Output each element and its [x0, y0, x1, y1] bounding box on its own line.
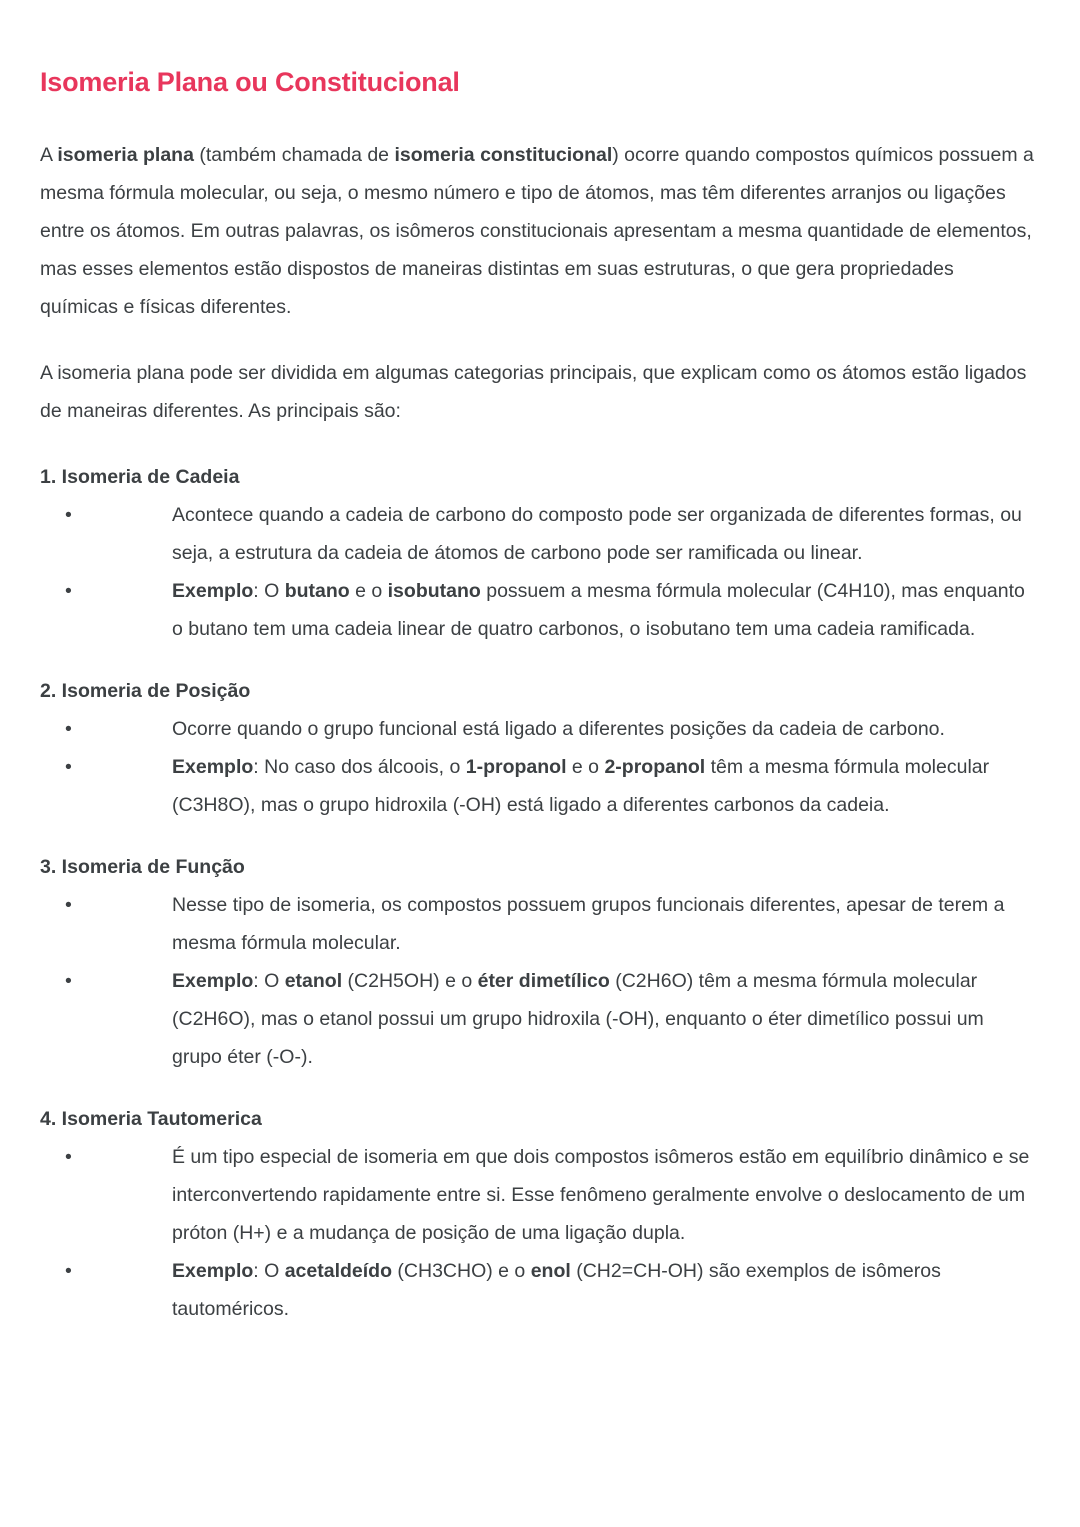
sections-container [40, 458, 1035, 1328]
body-text: : O [253, 969, 285, 992]
body-text: Ocorre quando o grupo funcional está ligado a diferentes posições da cadeia de carbono. [172, 717, 945, 740]
emphasis-text: Exemplo [172, 579, 254, 602]
bullet-list [40, 710, 1035, 824]
section-4 [40, 1100, 1035, 1328]
intro-paragraph-2 [40, 354, 1035, 430]
body-text: A [40, 143, 58, 166]
body-text: : No caso dos álcoois, o [253, 755, 466, 778]
list-item [40, 496, 1035, 572]
bullet-text [172, 894, 1004, 954]
emphasis-text: 1-propanol [465, 755, 567, 778]
bullet-lead [40, 1252, 172, 1290]
body-text: A isomeria plana pode ser dividida em algumas categorias principais, que explicam como os átomos estão ligados de maneiras diferentes. As principais são: [40, 361, 1027, 422]
list-item [40, 1138, 1035, 1252]
bullet-text [172, 580, 1025, 640]
emphasis-text: isomeria constitucional [394, 143, 613, 166]
bullet-dot-icon: • [65, 717, 72, 740]
emphasis-text: isobutano [387, 579, 481, 602]
bullet-text [172, 1146, 1029, 1244]
bullet-text [172, 504, 1022, 564]
list-item [40, 572, 1035, 648]
section-heading: 3. Isomeria de Função [40, 855, 245, 878]
emphasis-text: Exemplo [172, 755, 254, 778]
bullet-lead [40, 886, 172, 924]
bullet-dot-icon: • [65, 893, 72, 916]
bullet-lead [40, 710, 172, 748]
body-text: (C2H6O) têm a mesma fórmula molecular (C2H6O), mas o etanol possui um grupo hidroxila (-OH), enquanto o éter dimetílico possui um grupo éter (-O-). [172, 969, 984, 1068]
bullet-lead [40, 496, 172, 534]
body-text: e o [349, 579, 388, 602]
list-item [40, 962, 1035, 1076]
emphasis-text: butano [284, 579, 350, 602]
bullet-dot-icon: • [65, 755, 72, 778]
list-item [40, 748, 1035, 824]
section-heading: 1. Isomeria de Cadeia [40, 465, 240, 488]
list-item [40, 1252, 1035, 1328]
section-1 [40, 458, 1035, 648]
list-item [40, 710, 1035, 748]
body-text: : O [253, 579, 285, 602]
body-text: possuem a mesma fórmula molecular (C4H10), mas enquanto o butano tem uma cadeia linear de quatro carbonos, o isobutano tem uma cadeia ramificada. [172, 579, 1025, 640]
emphasis-text: isomeria plana [57, 143, 194, 166]
body-text: ) ocorre quando compostos químicos possuem a mesma fórmula molecular, ou seja, o mesmo número e tipo de átomos, mas têm diferentes arranjos ou ligações entre os átomos. Em outras palavras, os isômeros constitucionais apresentam a mesma quantidade de elementos, mas esses elementos estão dispostos de maneiras distintas em suas estruturas, o que gera propriedades químicas e físicas diferentes. [40, 143, 1034, 318]
emphasis-text: Exemplo [172, 1259, 254, 1282]
body-text: (C2H5OH) e o [342, 969, 478, 992]
bullet-list [40, 886, 1035, 1076]
body-text: (CH2=CH-OH) são exemplos de isômeros tautoméricos. [172, 1259, 941, 1320]
bullet-text [172, 756, 989, 816]
bullet-text [172, 1260, 941, 1320]
bullet-lead [40, 572, 172, 610]
bullet-list [40, 496, 1035, 648]
emphasis-text: acetaldeído [284, 1259, 392, 1282]
emphasis-text: éter dimetílico [477, 969, 610, 992]
emphasis-text: 2-propanol [604, 755, 706, 778]
list-item [40, 886, 1035, 962]
emphasis-text: Exemplo [172, 969, 254, 992]
bullet-lead [40, 748, 172, 786]
body-text: (CH3CHO) e o [392, 1259, 531, 1282]
body-text: É um tipo especial de isomeria em que dois compostos isômeros estão em equilíbrio dinâmico e se interconvertendo rapidamente entre si. Esse fenômeno geralmente envolve o deslocamento de um próton (H+) e a mudança de posição de uma ligação dupla. [172, 1145, 1030, 1244]
body-text: Acontece quando a cadeia de carbono do composto pode ser organizada de diferentes formas, ou seja, a estrutura da cadeia de átomos de carbono pode ser ramificada ou linear. [172, 503, 1022, 564]
body-text: (também chamada de [193, 143, 395, 166]
section-3 [40, 848, 1035, 1076]
intro-paragraph-1 [40, 136, 1035, 326]
page-title: Isomeria Plana ou Constitucional [40, 67, 460, 97]
emphasis-text: enol [530, 1259, 571, 1282]
section-heading: 2. Isomeria de Posição [40, 679, 251, 702]
bullet-dot-icon: • [65, 579, 72, 602]
bullet-text [172, 718, 945, 740]
bullet-dot-icon: • [65, 969, 72, 992]
bullet-dot-icon: • [65, 503, 72, 526]
body-text: Nesse tipo de isomeria, os compostos possuem grupos funcionais diferentes, apesar de terem a mesma fórmula molecular. [172, 893, 1005, 954]
bullet-list [40, 1138, 1035, 1328]
section-2 [40, 672, 1035, 824]
body-text: : O [253, 1259, 285, 1282]
body-text: têm a mesma fórmula molecular (C3H8O), mas o grupo hidroxila (-OH) está ligado a diferentes carbonos da cadeia. [172, 755, 990, 816]
section-heading: 4. Isomeria Tautomerica [40, 1107, 262, 1130]
bullet-dot-icon: • [65, 1145, 72, 1168]
bullet-lead [40, 962, 172, 1000]
bullet-lead [40, 1138, 172, 1176]
emphasis-text: etanol [284, 969, 343, 992]
body-text: e o [566, 755, 605, 778]
bullet-text [172, 970, 984, 1068]
bullet-dot-icon: • [65, 1259, 72, 1282]
